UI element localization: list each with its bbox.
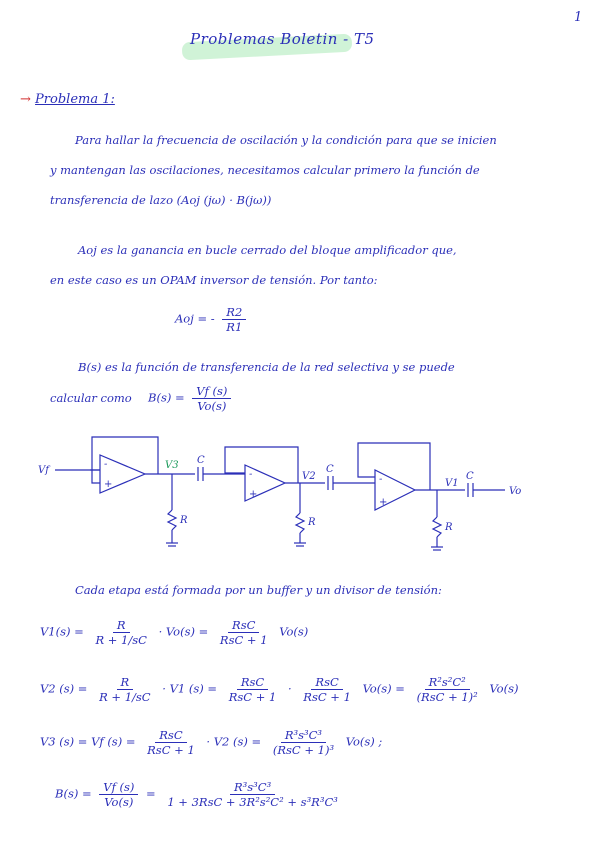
paragraph-line: transferencia de lazo (Aoj (jω) · B(jω)): [50, 193, 272, 207]
fraction: [192, 384, 231, 413]
fraction: [99, 780, 138, 809]
v2-node-label: V2: [302, 471, 316, 482]
eq-text: =: [146, 786, 156, 801]
fraction: [269, 728, 338, 757]
paragraph-line: Cada etapa está formada por un buffer y un divisor de tensión:: [75, 583, 442, 597]
numerator: R: [113, 618, 130, 633]
eq-text: · V1 (s) =: [162, 681, 218, 696]
denominator: 1 + 3RsC + 3R²s²C² + s³R³C³: [167, 795, 338, 809]
b-definition: [148, 384, 235, 413]
denominator: RsC + 1: [228, 690, 277, 704]
eq-text: · V2 (s) =: [206, 734, 262, 749]
fraction: [225, 675, 281, 704]
numerator: R³s³C³: [230, 780, 275, 795]
fraction: [95, 675, 155, 704]
denominator: RsC + 1: [303, 690, 351, 704]
eq-text: ·: [287, 681, 292, 696]
numerator: RsC: [237, 675, 268, 690]
paragraph-line: Aoj es la ganancia en bucle cerrado del bloque amplificador que,: [78, 243, 457, 257]
opamp2-minus: -: [249, 469, 253, 480]
vf-input-label: Vf: [38, 465, 49, 476]
page-title: Problemas Boletin - T5: [190, 30, 375, 48]
numerator: R³s³C³: [281, 728, 326, 743]
eq-text: V3 (s) = Vf (s) =: [40, 734, 136, 749]
capacitor-label: C: [466, 471, 474, 482]
v3-equation: [40, 728, 382, 757]
eq-text: Aoj = -: [175, 311, 215, 326]
paragraph-line: calcular como: [50, 391, 132, 405]
eq-text: Vo(s): [279, 624, 309, 639]
v1-equation: [40, 618, 308, 647]
fraction: [222, 305, 246, 334]
numerator: RsC: [155, 728, 186, 743]
numerator: R: [117, 675, 134, 690]
denominator: R + 1/sC: [99, 690, 151, 704]
denominator: Vo(s): [104, 795, 134, 809]
aoj-equation: [175, 305, 250, 334]
eq-text: Vo(s) ;: [345, 734, 383, 749]
eq-text: B(s) =: [148, 390, 185, 405]
eq-text: · Vo(s) =: [158, 624, 209, 639]
page-number: 1: [574, 10, 583, 25]
numerator: Vf (s): [99, 780, 138, 795]
eq-text: Vo(s): [489, 681, 519, 696]
numerator: RsC: [311, 675, 342, 690]
capacitor-label: C: [197, 455, 205, 466]
v2-equation: [40, 675, 519, 704]
section-heading: [20, 92, 115, 107]
fraction: [163, 780, 342, 809]
fraction: [91, 618, 151, 647]
v3-node-label: V3: [165, 460, 179, 471]
opamp1-minus: -: [104, 459, 108, 470]
eq-text: B(s) =: [55, 786, 92, 801]
opamp2-plus: +: [249, 489, 258, 500]
eq-text: Vo(s) =: [362, 681, 405, 696]
capacitor-label: C: [326, 464, 334, 475]
paragraph-line: y mantengan las oscilaciones, necesitamos calcular primero la función de: [50, 163, 480, 177]
arrow-icon: →: [20, 92, 31, 107]
opamp3-minus: -: [379, 474, 383, 485]
section-label: Problema 1:: [35, 92, 115, 107]
numerator: Vf (s): [192, 384, 231, 399]
denominator: (RsC + 1)²: [416, 690, 478, 704]
denominator: R1: [226, 320, 243, 334]
denominator: RsC + 1: [147, 743, 195, 757]
fraction: [413, 675, 482, 704]
numerator: RsC: [228, 618, 259, 633]
resistor-label: R: [308, 517, 316, 528]
denominator: R + 1/sC: [95, 633, 147, 647]
denominator: RsC + 1: [219, 633, 268, 647]
paragraph-line: B(s) es la función de transferencia de la red selectiva y se puede: [78, 360, 455, 374]
numerator: R²s²C²: [425, 675, 470, 690]
fraction: [299, 675, 355, 704]
fraction: [216, 618, 272, 647]
opamp3-plus: +: [379, 497, 388, 508]
v1-node-label: V1: [445, 478, 459, 489]
vo-output-label: Vo: [509, 486, 522, 497]
eq-text: V2 (s) =: [40, 681, 88, 696]
resistor-label: R: [445, 522, 453, 533]
denominator: Vo(s): [197, 399, 227, 413]
circuit-diagram: [0, 425, 600, 560]
paragraph-line: Para hallar la frecuencia de oscilación y la condición para que se inicien: [75, 133, 497, 147]
denominator: (RsC + 1)³: [272, 743, 335, 757]
fraction: [143, 728, 199, 757]
paragraph-line: en este caso es un OPAM inversor de tensión. Por tanto:: [50, 273, 378, 287]
numerator: R2: [222, 305, 246, 320]
eq-text: V1(s) =: [40, 624, 84, 639]
resistor-label: R: [180, 515, 188, 526]
opamp1-plus: +: [104, 479, 113, 490]
b-final-equation: [55, 780, 346, 809]
